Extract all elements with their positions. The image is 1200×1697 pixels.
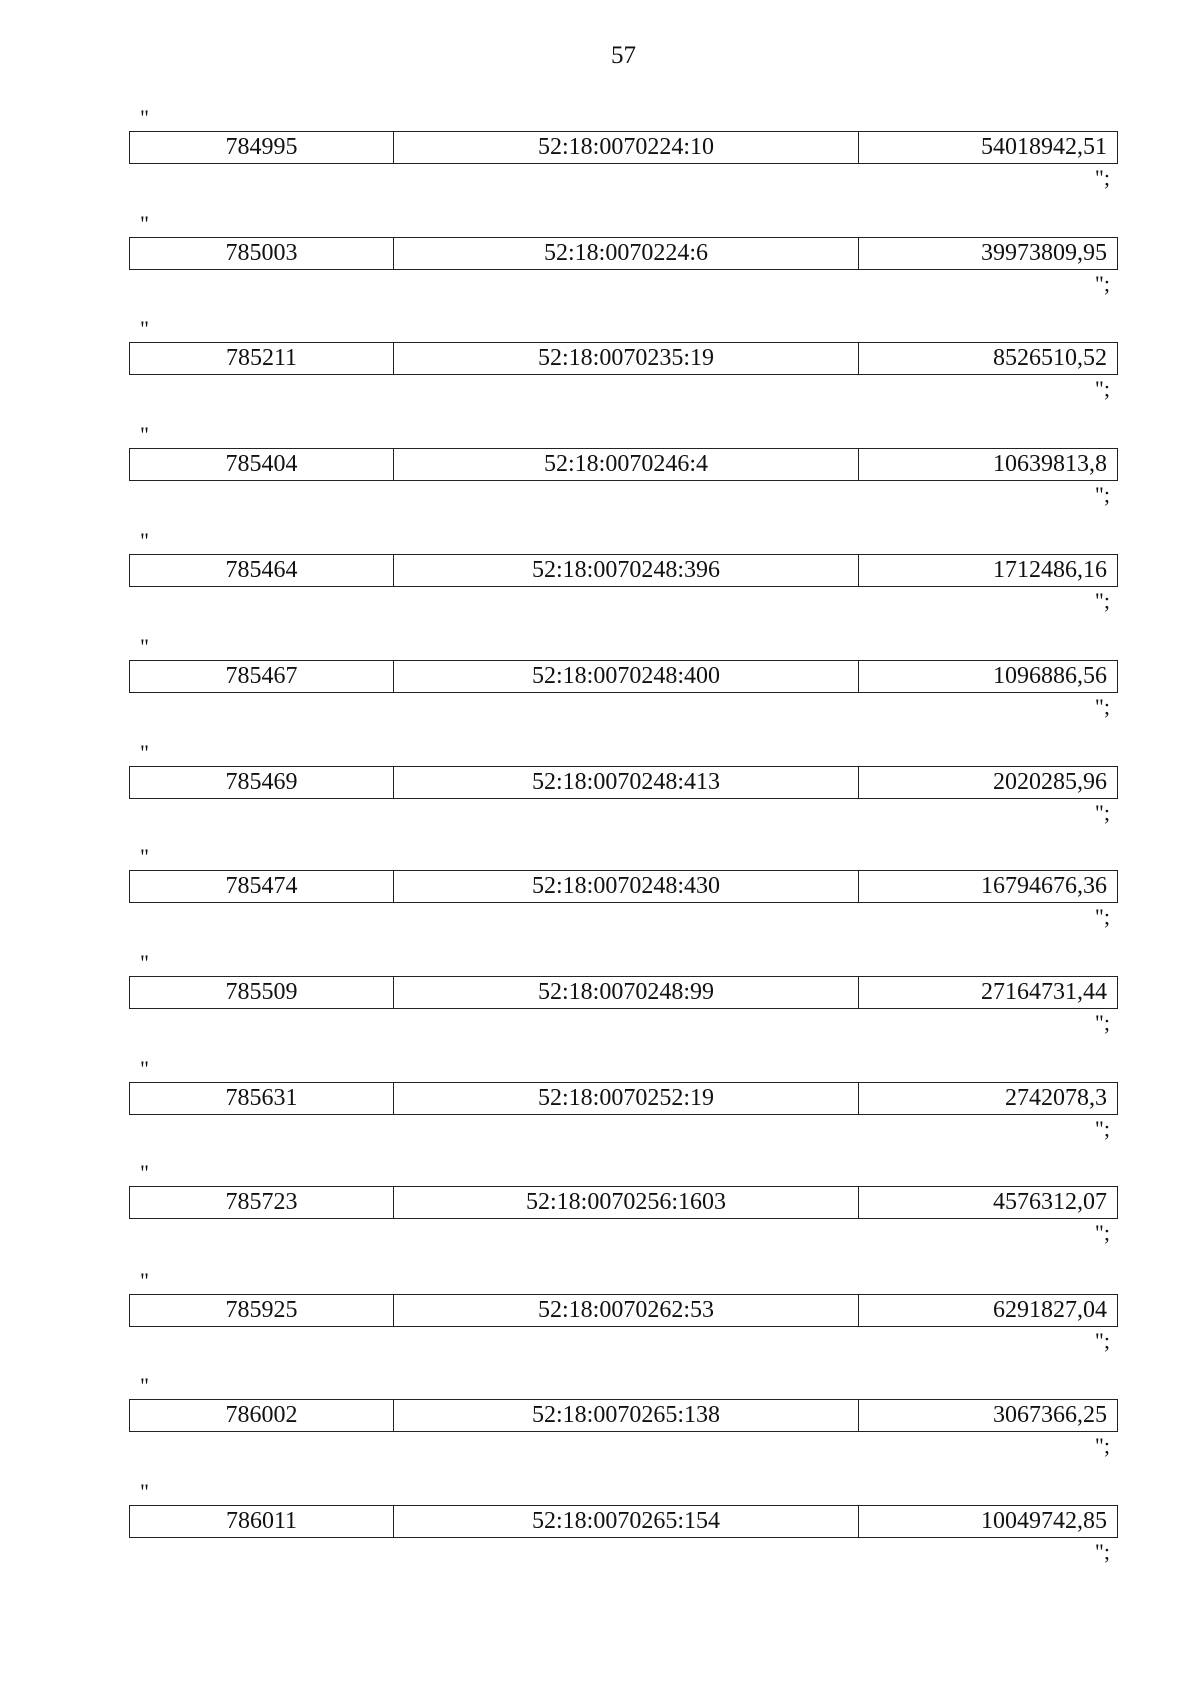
closing-quote: ";	[1094, 1010, 1110, 1035]
entry-block	[0, 1058, 1200, 1168]
cadastral-number-cell: 52:18:0070248:400	[394, 661, 859, 692]
entry-block	[0, 1270, 1200, 1380]
cadastral-number-cell: 52:18:0070252:19	[394, 1083, 859, 1114]
closing-quote: ";	[1094, 165, 1110, 190]
opening-quote: "	[140, 1056, 149, 1081]
table-row	[129, 1505, 1118, 1538]
value-cell: 54018942,51	[981, 134, 1107, 160]
entry-block	[0, 1481, 1200, 1591]
object-id-cell: 785467	[130, 661, 394, 692]
object-id-cell: 785404	[130, 449, 394, 480]
value-cell: 2020285,96	[993, 769, 1107, 795]
cadastral-number-cell: 52:18:0070224:6	[394, 238, 859, 269]
table-row	[129, 1186, 1118, 1219]
opening-quote: "	[140, 1268, 149, 1293]
table-row	[129, 870, 1118, 903]
entry-block	[0, 424, 1200, 534]
opening-quote: "	[140, 1373, 149, 1398]
closing-quote: ";	[1094, 800, 1110, 825]
value-cell: 39973809,95	[981, 240, 1107, 266]
entry-block	[0, 530, 1200, 640]
entry-block	[0, 107, 1200, 217]
object-id-cell: 786011	[130, 1506, 394, 1537]
closing-quote: ";	[1094, 1116, 1110, 1141]
cadastral-number-cell: 52:18:0070248:396	[394, 555, 859, 586]
closing-quote: ";	[1094, 482, 1110, 507]
object-id-cell: 785631	[130, 1083, 394, 1114]
value-cell: 3067366,25	[993, 1402, 1107, 1428]
closing-quote: ";	[1094, 904, 1110, 929]
object-id-cell: 785211	[130, 343, 394, 374]
value-cell: 16794676,36	[981, 873, 1107, 899]
cadastral-number-cell: 52:18:0070265:138	[394, 1400, 859, 1431]
object-id-cell: 785925	[130, 1295, 394, 1326]
object-id-cell: 785509	[130, 977, 394, 1008]
table-row	[129, 237, 1118, 270]
cadastral-number-cell: 52:18:0070235:19	[394, 343, 859, 374]
opening-quote: "	[140, 844, 149, 869]
table-row	[129, 448, 1118, 481]
object-id-cell: 786002	[130, 1400, 394, 1431]
object-id-cell: 784995	[130, 132, 394, 163]
closing-quote: ";	[1094, 376, 1110, 401]
value-cell: 1712486,16	[993, 557, 1107, 583]
object-id-cell: 785474	[130, 871, 394, 902]
opening-quote: "	[140, 316, 149, 341]
entry-block	[0, 846, 1200, 956]
value-cell: 6291827,04	[993, 1297, 1107, 1323]
closing-quote: ";	[1094, 1328, 1110, 1353]
value-cell: 27164731,44	[981, 979, 1107, 1005]
closing-quote: ";	[1094, 588, 1110, 613]
opening-quote: "	[140, 422, 149, 447]
opening-quote: "	[140, 740, 149, 765]
value-cell: 10049742,85	[981, 1508, 1107, 1534]
table-row	[129, 1294, 1118, 1327]
entry-block	[0, 636, 1200, 746]
entry-block	[0, 742, 1200, 852]
table-row	[129, 131, 1118, 164]
cadastral-number-cell: 52:18:0070256:1603	[394, 1187, 859, 1218]
cadastral-number-cell: 52:18:0070248:430	[394, 871, 859, 902]
opening-quote: "	[140, 528, 149, 553]
closing-quote: ";	[1094, 1220, 1110, 1245]
closing-quote: ";	[1094, 271, 1110, 296]
closing-quote: ";	[1094, 1539, 1110, 1564]
object-id-cell: 785469	[130, 767, 394, 798]
opening-quote: "	[140, 950, 149, 975]
table-row	[129, 554, 1118, 587]
cadastral-number-cell: 52:18:0070224:10	[394, 132, 859, 163]
table-row	[129, 660, 1118, 693]
value-cell: 4576312,07	[993, 1189, 1107, 1215]
entry-block	[0, 1375, 1200, 1485]
object-id-cell: 785003	[130, 238, 394, 269]
entry-block	[0, 952, 1200, 1062]
cadastral-number-cell: 52:18:0070246:4	[394, 449, 859, 480]
opening-quote: "	[140, 211, 149, 236]
value-cell: 10639813,8	[993, 451, 1107, 477]
cadastral-number-cell: 52:18:0070248:413	[394, 767, 859, 798]
opening-quote: "	[140, 1160, 149, 1185]
opening-quote: "	[140, 634, 149, 659]
closing-quote: ";	[1094, 1433, 1110, 1458]
page-number: 57	[611, 42, 636, 69]
value-cell: 2742078,3	[1005, 1085, 1107, 1111]
opening-quote: "	[140, 105, 149, 130]
table-row	[129, 342, 1118, 375]
cadastral-number-cell: 52:18:0070265:154	[394, 1506, 859, 1537]
closing-quote: ";	[1094, 694, 1110, 719]
value-cell: 1096886,56	[993, 663, 1107, 689]
entry-block	[0, 213, 1200, 323]
entry-block	[0, 318, 1200, 428]
table-row	[129, 976, 1118, 1009]
object-id-cell: 785464	[130, 555, 394, 586]
value-cell: 8526510,52	[993, 345, 1107, 371]
table-row	[129, 766, 1118, 799]
object-id-cell: 785723	[130, 1187, 394, 1218]
table-row	[129, 1082, 1118, 1115]
entry-block	[0, 1162, 1200, 1272]
cadastral-number-cell: 52:18:0070262:53	[394, 1295, 859, 1326]
cadastral-number-cell: 52:18:0070248:99	[394, 977, 859, 1008]
opening-quote: "	[140, 1479, 149, 1504]
table-row	[129, 1399, 1118, 1432]
